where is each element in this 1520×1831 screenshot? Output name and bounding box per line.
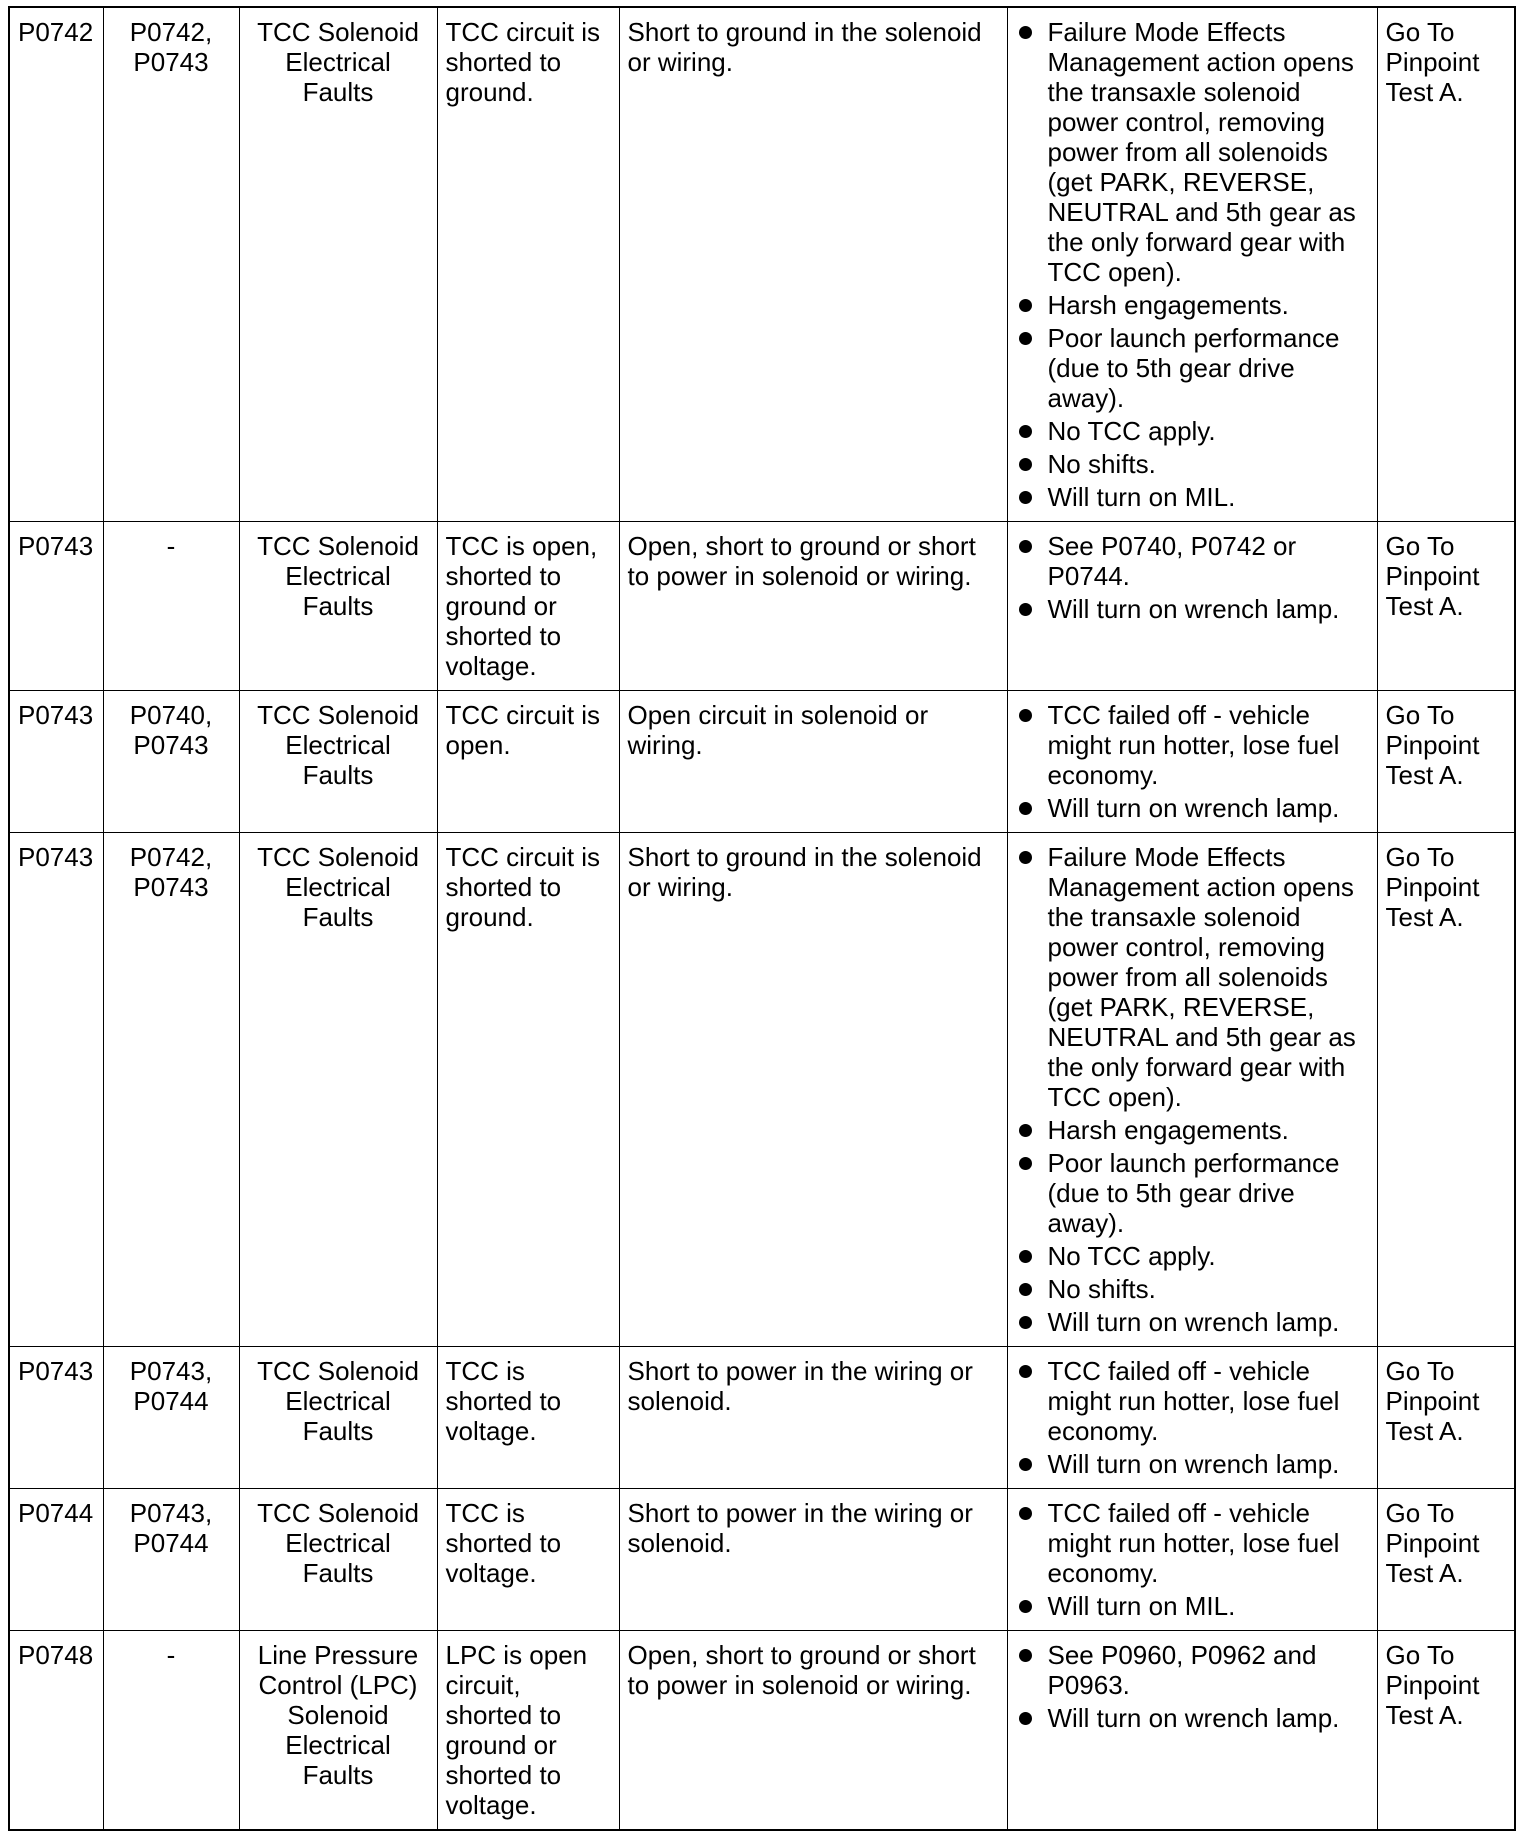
bullet-icon [1019, 299, 1032, 312]
list-item [1016, 1703, 1369, 1733]
list-item [1016, 1307, 1369, 1337]
bullet-icon [1019, 458, 1032, 471]
effect-text: No shifts. [1047, 1274, 1156, 1304]
effect-text: Harsh engagements. [1047, 1115, 1289, 1145]
dtc-code-cell: P0743 [9, 1347, 103, 1489]
effects-cell [1007, 7, 1377, 522]
bullet-icon [1019, 851, 1032, 864]
effect-text: Will turn on wrench lamp. [1047, 1307, 1340, 1337]
dtc-code-cell: P0742 [9, 7, 103, 522]
list-item [1016, 1356, 1369, 1446]
dtc-code-cell: P0748 [9, 1631, 103, 1831]
effect-text: TCC failed off - vehicle might run hotter, lose fuel economy. [1047, 1356, 1340, 1446]
list-item [1016, 1591, 1369, 1621]
bullet-icon [1019, 491, 1032, 504]
action-cell: Go To Pinpoint Test A. [1377, 1489, 1515, 1631]
bullet-icon [1019, 1600, 1032, 1613]
effect-text: Will turn on wrench lamp. [1047, 1449, 1340, 1479]
list-item [1016, 1640, 1369, 1700]
possible-cause-cell: Short to power in the wiring or solenoid. [619, 1489, 1007, 1631]
table-row [9, 691, 1515, 833]
effect-text: TCC failed off - vehicle might run hotter, lose fuel economy. [1047, 700, 1340, 790]
list-item [1016, 1449, 1369, 1479]
description-cell: Line Pressure Control (LPC) Solenoid Electrical Faults [239, 1631, 437, 1831]
action-cell: Go To Pinpoint Test A. [1377, 691, 1515, 833]
bullet-icon [1019, 1283, 1032, 1296]
description-cell: TCC Solenoid Electrical Faults [239, 1347, 437, 1489]
dtc-code-cell: P0743 [9, 691, 103, 833]
condition-cell: TCC is open, shorted to ground or shorted to voltage. [437, 522, 619, 691]
effects-cell [1007, 522, 1377, 691]
effect-text: Poor launch performance (due to 5th gear drive away). [1047, 1148, 1340, 1238]
effect-text: No TCC apply. [1047, 416, 1216, 446]
action-cell: Go To Pinpoint Test A. [1377, 1347, 1515, 1489]
table-row [9, 7, 1515, 522]
effects-cell [1007, 1489, 1377, 1631]
description-cell: TCC Solenoid Electrical Faults [239, 1489, 437, 1631]
effect-text: Will turn on wrench lamp. [1047, 1703, 1340, 1733]
effect-text: Failure Mode Effects Management action opens the transaxle solenoid power control, removing power from all solenoids (get PARK, REVERSE, NEUTRAL and 5th gear as the only forward gear with TCC open). [1047, 842, 1356, 1112]
effect-text: No shifts. [1047, 449, 1156, 479]
related-dtc-cell: P0742, P0743 [103, 833, 239, 1347]
bullet-icon [1019, 802, 1032, 815]
list-item [1016, 1498, 1369, 1588]
description-cell: TCC Solenoid Electrical Faults [239, 691, 437, 833]
table-row [9, 522, 1515, 691]
list-item [1016, 842, 1369, 1112]
bullet-icon [1019, 709, 1032, 722]
possible-cause-cell: Short to ground in the solenoid or wiring. [619, 833, 1007, 1347]
condition-cell: TCC is shorted to voltage. [437, 1489, 619, 1631]
related-dtc-cell: P0742, P0743 [103, 7, 239, 522]
possible-cause-cell: Open, short to ground or short to power in solenoid or wiring. [619, 522, 1007, 691]
bullet-icon [1019, 1365, 1032, 1378]
related-dtc-cell: P0740, P0743 [103, 691, 239, 833]
bullet-icon [1019, 603, 1032, 616]
list-item [1016, 594, 1369, 624]
bullet-icon [1019, 26, 1032, 39]
condition-cell: TCC circuit is shorted to ground. [437, 7, 619, 522]
bullet-icon [1019, 540, 1032, 553]
table-row [9, 1489, 1515, 1631]
effect-text: No TCC apply. [1047, 1241, 1216, 1271]
effect-text: See P0960, P0962 and P0963. [1047, 1640, 1317, 1700]
bullet-icon [1019, 1458, 1032, 1471]
effect-text: Will turn on wrench lamp. [1047, 594, 1340, 624]
list-item [1016, 323, 1369, 413]
bullet-icon [1019, 1124, 1032, 1137]
related-dtc-cell: - [103, 522, 239, 691]
effect-text: Failure Mode Effects Management action opens the transaxle solenoid power control, removing power from all solenoids (get PARK, REVERSE, NEUTRAL and 5th gear as the only forward gear with TCC open). [1047, 17, 1356, 287]
effect-text: Will turn on wrench lamp. [1047, 793, 1340, 823]
list-item [1016, 290, 1369, 320]
condition-cell: TCC circuit is shorted to ground. [437, 833, 619, 1347]
effects-cell [1007, 691, 1377, 833]
effect-text: Harsh engagements. [1047, 290, 1289, 320]
dtc-code-cell: P0744 [9, 1489, 103, 1631]
effects-list [1016, 1640, 1369, 1733]
effect-text: TCC failed off - vehicle might run hotter, lose fuel economy. [1047, 1498, 1340, 1588]
effect-text: Will turn on MIL. [1047, 1591, 1236, 1621]
bullet-icon [1019, 1507, 1032, 1520]
list-item [1016, 1274, 1369, 1304]
effect-text: See P0740, P0742 or P0744. [1047, 531, 1297, 591]
effects-list [1016, 700, 1369, 823]
table-row [9, 833, 1515, 1347]
effects-list [1016, 531, 1369, 624]
table-row [9, 1347, 1515, 1489]
related-dtc-cell: - [103, 1631, 239, 1831]
bullet-icon [1019, 332, 1032, 345]
condition-cell: TCC circuit is open. [437, 691, 619, 833]
effects-list [1016, 842, 1369, 1337]
list-item [1016, 700, 1369, 790]
effect-text: Poor launch performance (due to 5th gear drive away). [1047, 323, 1340, 413]
possible-cause-cell: Open circuit in solenoid or wiring. [619, 691, 1007, 833]
list-item [1016, 17, 1369, 287]
list-item [1016, 482, 1369, 512]
description-cell: TCC Solenoid Electrical Faults [239, 7, 437, 522]
dtc-table [8, 6, 1516, 1831]
possible-cause-cell: Open, short to ground or short to power in solenoid or wiring. [619, 1631, 1007, 1831]
action-cell: Go To Pinpoint Test A. [1377, 7, 1515, 522]
list-item [1016, 416, 1369, 446]
bullet-icon [1019, 425, 1032, 438]
bullet-icon [1019, 1649, 1032, 1662]
list-item [1016, 1115, 1369, 1145]
list-item [1016, 1241, 1369, 1271]
list-item [1016, 1148, 1369, 1238]
effect-text: Will turn on MIL. [1047, 482, 1236, 512]
effects-cell [1007, 833, 1377, 1347]
bullet-icon [1019, 1712, 1032, 1725]
bullet-icon [1019, 1316, 1032, 1329]
list-item [1016, 531, 1369, 591]
action-cell: Go To Pinpoint Test A. [1377, 833, 1515, 1347]
description-cell: TCC Solenoid Electrical Faults [239, 522, 437, 691]
effects-list [1016, 1356, 1369, 1479]
action-cell: Go To Pinpoint Test A. [1377, 522, 1515, 691]
effects-cell [1007, 1347, 1377, 1489]
condition-cell: LPC is open circuit, shorted to ground or shorted to voltage. [437, 1631, 619, 1831]
dtc-code-cell: P0743 [9, 522, 103, 691]
description-cell: TCC Solenoid Electrical Faults [239, 833, 437, 1347]
effects-cell [1007, 1631, 1377, 1831]
possible-cause-cell: Short to ground in the solenoid or wiring. [619, 7, 1007, 522]
action-cell: Go To Pinpoint Test A. [1377, 1631, 1515, 1831]
dtc-code-cell: P0743 [9, 833, 103, 1347]
possible-cause-cell: Short to power in the wiring or solenoid. [619, 1347, 1007, 1489]
list-item [1016, 793, 1369, 823]
related-dtc-cell: P0743, P0744 [103, 1347, 239, 1489]
list-item [1016, 449, 1369, 479]
table-body [9, 7, 1515, 1830]
condition-cell: TCC is shorted to voltage. [437, 1347, 619, 1489]
table-row [9, 1631, 1515, 1831]
bullet-icon [1019, 1250, 1032, 1263]
bullet-icon [1019, 1157, 1032, 1170]
effects-list [1016, 1498, 1369, 1621]
related-dtc-cell: P0743, P0744 [103, 1489, 239, 1631]
effects-list [1016, 17, 1369, 512]
